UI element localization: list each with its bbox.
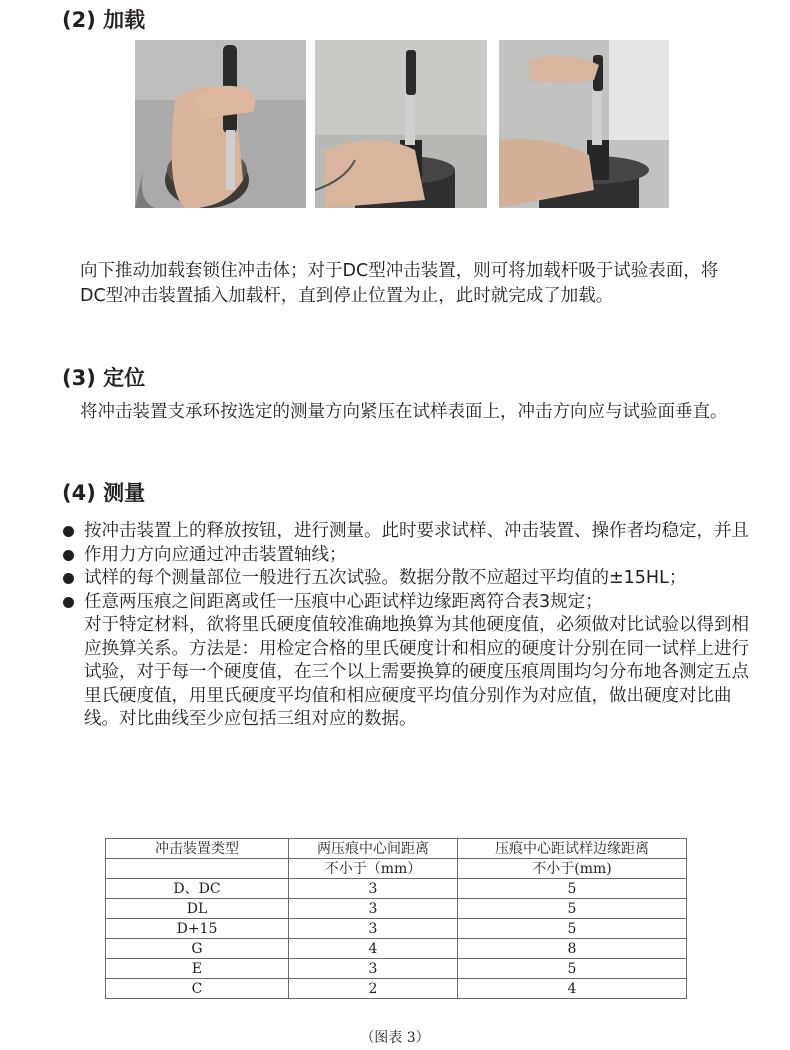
subheader-cell: 不小于(mm) [458,859,687,879]
loading-description: 向下推动加载套锁住冲击体；对于DC型冲击装置，则可将加载杆吸于试验表面，将DC型冲击装置插入加载杆，直到停止位置为止，此时就完成了加载。 [80,261,719,306]
table-subheader-row [106,859,687,879]
list-item [62,520,752,544]
bullet-dot-icon [63,597,74,608]
table-cell: 4 [458,979,687,999]
bullet-text: 试样的每个测量部位一般进行五次试验。数据分散不应超过平均值的±15HL； [84,568,687,588]
table-row [106,919,687,939]
table-cell: 4 [289,939,458,959]
table-row [106,979,687,999]
table-cell: 3 [289,919,458,939]
table-caption: （图表 3） [360,1030,430,1046]
table-cell: 5 [458,959,687,979]
table-cell: G [106,939,289,959]
section-heading-positioning: (3) 定位 [62,366,146,390]
subheader-cell [106,859,289,879]
photo-loading-step-1 [135,40,306,208]
table-cell: 3 [289,959,458,979]
measurement-bullet-list [62,520,752,732]
bullet-dot-icon [63,550,74,561]
table-cell: 3 [289,879,458,899]
list-item [62,544,752,568]
bullet-text: 按冲击装置上的释放按钮，进行测量。此时要求试样、冲击装置、操作者均稳定，并且 [84,521,749,541]
header-cell-indent-spacing: 两压痕中心间距离 [289,839,458,859]
table-cell: C [106,979,289,999]
table-cell: D、DC [106,879,289,899]
table-cell: 5 [458,919,687,939]
header-cell-edge-distance: 压痕中心距试样边缘距离 [458,839,687,859]
table-cell: DL [106,899,289,919]
table-row [106,879,687,899]
list-item [62,591,752,732]
table-cell: 8 [458,939,687,959]
table-cell: 5 [458,879,687,899]
table-cell: D+15 [106,919,289,939]
table-cell: 3 [289,899,458,919]
table-cell: 5 [458,899,687,919]
section-heading-loading: (2) 加载 [62,8,146,32]
positioning-description: 将冲击装置支承环按选定的测量方向紧压在试样表面上，冲击方向应与试验面垂直。 [80,402,728,422]
table-row [106,959,687,979]
subheader-cell: 不小于（mm） [289,859,458,879]
bullet-dot-icon [63,573,74,584]
photo-loading-step-3 [499,40,669,208]
header-cell-device-type: 冲击装置类型 [106,839,289,859]
list-item [62,567,752,591]
table-cell: E [106,959,289,979]
section-heading-measurement: (4) 测量 [62,481,146,505]
photo-loading-step-2 [315,40,487,208]
table-row [106,939,687,959]
spacing-requirements-table [105,838,687,999]
table-cell: 2 [289,979,458,999]
table-header-row [106,839,687,859]
table-row [106,899,687,919]
bullet-text: 任意两压痕之间距离或任一压痕中心距试样边缘距离符合表3规定； 对于特定材料，欲将里氏硬度值较准确地换算为其他硬度值，必须做对比试验以得到相应换算关系。方法是：用检定合格的里氏硬度计和相应的硬度计分别在同一试样上进行试验，对于每一个硬度值，在三个以上需要换算的硬度压痕周围均匀分布地各测定五点里氏硬度值，用里氏硬度平均值和相应硬度平均值分别作为对应值，做出硬度对比曲线。对比曲线至少应包括三组对应的数据。 [84,591,749,729]
bullet-dot-icon [63,526,74,537]
bullet-text: 作用力方向应通过冲击装置轴线； [84,544,347,565]
